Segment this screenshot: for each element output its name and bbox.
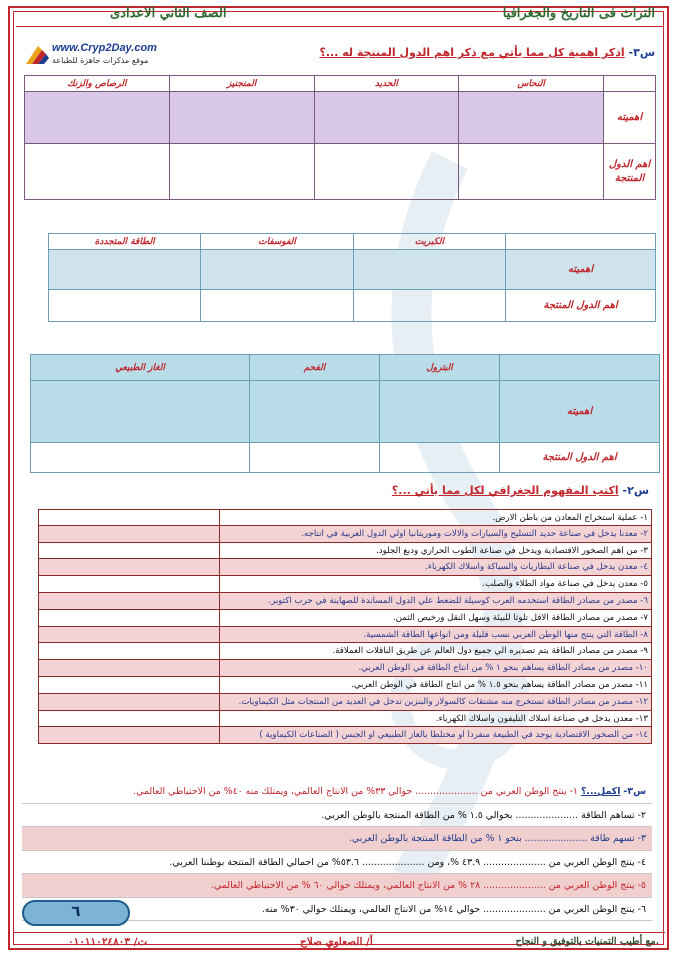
definition-row (38, 559, 652, 576)
answer-cell[interactable] (201, 290, 353, 322)
definition-answer-cell[interactable] (39, 610, 219, 626)
complete-item: ٦- ينتج الوطن العربي من ..................... حوالي ١٤% من الانتاج العالمي، ويمتلك حوالي ٣٠% منه. (22, 898, 652, 922)
header-cell: الرصاص والزنك (25, 76, 170, 92)
question-3-title (319, 46, 655, 59)
row-label-importance: اهميته (500, 381, 660, 443)
answer-cell[interactable] (380, 443, 500, 473)
definition-row (38, 643, 652, 660)
definition-row (38, 677, 652, 694)
question-number: س٣- (628, 46, 655, 59)
header-cell: المنجنيز (169, 76, 314, 92)
complete-item: ٣- تسهم طاقة ..................... بنحو ١ % من الطاقة المنتجة بالوطن العربي. (22, 827, 652, 851)
answer-cell[interactable] (169, 144, 314, 200)
header-cell: الطاقة المتجددة (49, 234, 201, 250)
answer-cell[interactable] (250, 381, 380, 443)
complete-item: ٤- ينتج الوطن العربي من ..................... ٤٣.٩ %، ومن ..................... ٥٣.٦% من اجمالي الطاقة المنتجة بوطننا العربي. (22, 851, 652, 875)
answer-cell[interactable] (169, 92, 314, 144)
complete-header (22, 780, 652, 804)
header-cell: الحديد (314, 76, 459, 92)
answer-cell[interactable] (353, 290, 505, 322)
answer-cell[interactable] (25, 144, 170, 200)
definition-answer-cell[interactable] (39, 543, 219, 559)
question-text: اذكر اهمية كل مما يأتي مع ذكر اهم الدول المنتجة له ...؟ (319, 46, 625, 59)
header-divider (16, 26, 663, 27)
header-cell: الفوسفات (201, 234, 353, 250)
question-number: س٣- (623, 786, 646, 797)
definition-answer-cell[interactable] (39, 660, 219, 676)
answer-cell[interactable] (201, 250, 353, 290)
grade-title: الصف الثاني الاعدادى (110, 6, 227, 21)
page-number-badge (22, 900, 130, 926)
answer-cell[interactable] (49, 290, 201, 322)
answer-cell[interactable] (459, 92, 604, 144)
definition-answer-cell[interactable] (39, 643, 219, 659)
definition-row (38, 660, 652, 677)
definition-answer-cell[interactable] (39, 593, 219, 609)
definition-row (38, 526, 652, 543)
question-title: اكمل...؟ (580, 786, 621, 797)
footer-teacher: أ/ الصعاوي صلاح (300, 936, 373, 948)
definition-text: ١- عملية استخراج المعادن من باطن الارض. (219, 510, 651, 525)
minerals-table-2 (48, 233, 656, 322)
answer-cell[interactable] (31, 443, 250, 473)
footer-phone: ت/ ٠١٠١١٠٢٤٨٠٣ (68, 936, 148, 948)
site-logo (22, 40, 172, 70)
definition-answer-cell[interactable] (39, 576, 219, 592)
definition-text: ٣- من اهم الصخور الاقتصادية ويدخل في صناعة الطوب الحراري ودبغ الجلود. (219, 543, 651, 559)
row-label-producers: اهم الدول المنتجة (500, 443, 660, 473)
definition-answer-cell[interactable] (39, 694, 219, 710)
definition-row (38, 509, 652, 526)
header-cell: البترول (380, 355, 500, 381)
answer-cell[interactable] (49, 250, 201, 290)
question-2-title (392, 484, 649, 497)
definition-text: ٧- مصدر من مصادر الطاقة الاقل تلوثا للبيئة وسهل النقل ورخيص الثمن. (219, 610, 651, 626)
answer-cell[interactable] (459, 144, 604, 200)
row-label-producers: اهم الدول المنتجة (604, 144, 656, 200)
definition-row (38, 593, 652, 610)
definition-answer-cell[interactable] (39, 627, 219, 643)
definition-row (38, 727, 652, 744)
definition-answer-cell[interactable] (39, 510, 219, 525)
definition-answer-cell[interactable] (39, 711, 219, 727)
header-cell: النحاس (459, 76, 604, 92)
logo-url: www.Cryp2Day.com (52, 42, 157, 54)
row-label-importance: اهميته (604, 92, 656, 144)
definition-text: ٦- مصدر من مصادر الطاقة استخدمه العرب كوسيلة للضغط علي الدول المساندة للصهاينة في حرب اكتوبر. (219, 593, 651, 609)
question-number: س٢- (622, 484, 649, 497)
definition-text: ١١- مصدر من مصادر الطاقة يساهم بنحو ١.٥ % من انتاج الطاقة في الوطن العربي. (219, 677, 651, 693)
logo-tagline: موقع مذكرات جاهزة للطباعة (52, 56, 149, 65)
complete-item: ٢- تساهم الطاقة ..................... بحوالي ١.٥ % من الطاقة المنتجة بالوطن العربي. (22, 804, 652, 828)
footer-divider (14, 932, 665, 933)
definition-row (38, 576, 652, 593)
minerals-table-1 (24, 75, 656, 200)
definition-text: ١٣- معدن يدخل في صناعة اسلاك التليفون واسلاك الكهرباء. (219, 711, 651, 727)
page-number: ٦ (71, 902, 81, 920)
answer-cell[interactable] (353, 250, 505, 290)
answer-cell[interactable] (314, 92, 459, 144)
answer-cell[interactable] (25, 92, 170, 144)
answer-cell[interactable] (250, 443, 380, 473)
definition-text: ١٠- مصدر من مصادر الطاقة يساهم بنحو ١ % من انتاج الطاقة في الوطن العربي. (219, 660, 651, 676)
row-label-importance: اهميته (506, 250, 656, 290)
definition-answer-cell[interactable] (39, 727, 219, 743)
question-text: اكتب المفهوم الجغرافي لكل مما يأتي ...؟ (391, 484, 619, 497)
definition-answer-cell[interactable] (39, 526, 219, 542)
row-label-producers: اهم الدول المنتجة (506, 290, 656, 322)
definition-row (38, 543, 652, 560)
definition-text: ٩- مصدر من مصادر الطاقة يتم تصديره الي جميع دول العالم عن طريق الناقلات العملاقة. (219, 643, 651, 659)
definitions-table (38, 509, 652, 744)
definition-text: ١٤- من الصخور الاقتصادية يوجد في الطبيعة منفردا او مختلطا بالغاز الطبيعي او الجبس ( الصناعات الكيماوية ) (219, 727, 651, 743)
header-cell: الكبريت (353, 234, 505, 250)
definition-text: ٥- معدن يدخل في صناعة مواد الطلاء والصلب. (219, 576, 651, 592)
definition-row (38, 694, 652, 711)
definition-row (38, 711, 652, 728)
header-cell: الغاز الطبيعي (31, 355, 250, 381)
logo-chevron-icon (22, 42, 50, 68)
footer-wish: مع أطيب التمنيات بالتوفيق و النجاح. (515, 936, 659, 947)
complete-item: ٥- ينتج الوطن العربي من ..................... ٢٨ % من الانتاج العالمي، ويمتلك حوالي ٦٠ % من الاحتياطي العالمي. (22, 874, 652, 898)
complete-item: ١- ينتج الوطن العربي من ..................... حوالي ٣٣% من الانتاج العالمي، ويمتلك منه ٤٠% من الاحتياطي العالمي. (133, 786, 578, 797)
definition-text: ١٢- مصدر من مصادر الطاقة تستخرج منه مشتقات كالسولار والبنزين تدخل في العديد من المنتجات مثل الكيماويات. (219, 694, 651, 710)
definition-text: ٢- معدنا يدخل في صناعة حديد التسليح والسيارات والالات وموريتانيا اولي الدول العربية في انتاجه. (219, 526, 651, 542)
answer-cell[interactable] (31, 381, 250, 443)
energy-table (30, 354, 660, 473)
definition-row (38, 627, 652, 644)
answer-cell[interactable] (380, 381, 500, 443)
definition-row (38, 610, 652, 627)
definition-text: ٨- الطاقة التي ينتج منها الوطن العربي نسب قليلة ومن انواعها الطاقة الشمسية. (219, 627, 651, 643)
definition-answer-cell[interactable] (39, 677, 219, 693)
subject-title: التراث فى التاريخ والجغرافيا (502, 6, 655, 21)
definition-text: ٤- معدن يدخل في صناعة البطاريات والسباكة واسلاك الكهرباء. (219, 559, 651, 575)
definition-answer-cell[interactable] (39, 559, 219, 575)
header-cell: الفحم (250, 355, 380, 381)
answer-cell[interactable] (314, 144, 459, 200)
